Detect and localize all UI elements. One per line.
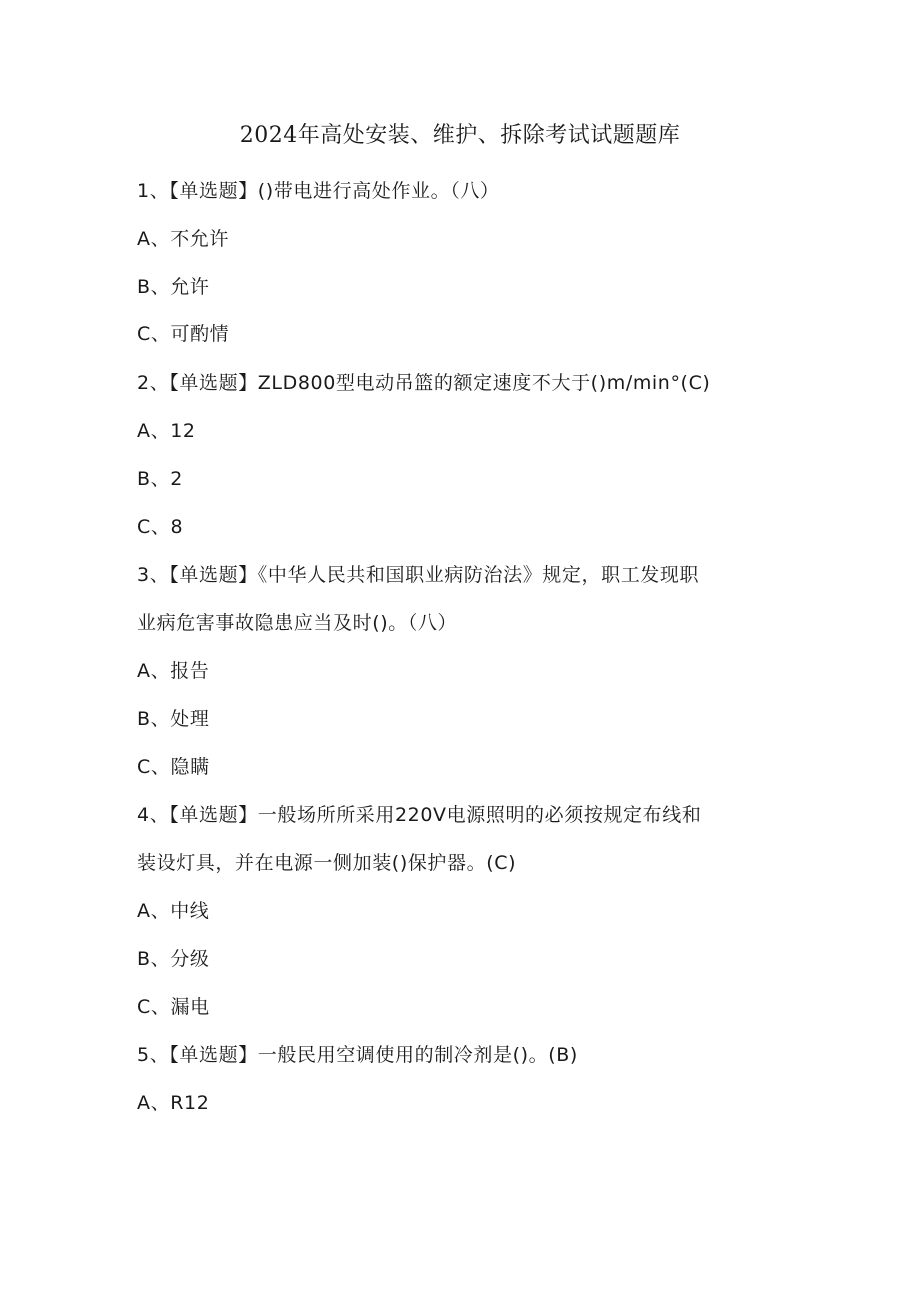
- question-1-text: 1、【单选题】()带电进行高处作业。（八）: [137, 180, 500, 202]
- question-4-text-line-1: 4、【单选题】一般场所所采用220V电源照明的必须按规定布线和: [137, 804, 702, 826]
- question-2-text: 2、【单选题】ZLD800型电动吊篮的额定速度不大于()m∕min°(C): [137, 372, 711, 394]
- question-3-option-c: C、隐瞒: [137, 756, 210, 778]
- question-4-text-line-2: 装设灯具，并在电源一侧加装()保护器。(C): [137, 852, 517, 874]
- document-title: 2024年高处安装、维护、拆除考试试题题库: [239, 123, 681, 148]
- question-1-option-a: A、不允许: [137, 228, 229, 250]
- question-3-option-b: B、处理: [137, 708, 210, 730]
- question-1-option-c: C、可酌情: [137, 323, 230, 345]
- question-4-option-b: B、分级: [137, 948, 210, 970]
- question-1-option-b: B、允许: [137, 276, 210, 298]
- question-3-text-line-1: 3、【单选题】《中华人民共和国职业病防治法》规定，职工发现职: [137, 564, 700, 586]
- question-3-option-a: A、报告: [137, 660, 210, 682]
- question-5-text: 5、【单选题】一般民用空调使用的制冷剂是()。(B): [137, 1044, 578, 1066]
- question-2-option-a: A、12: [137, 420, 196, 442]
- question-4-option-a: A、中线: [137, 900, 210, 922]
- question-2-option-b: B、2: [137, 468, 183, 490]
- question-4-option-c: C、漏电: [137, 996, 210, 1018]
- question-3-text-line-2: 业病危害事故隐患应当及时()。（八）: [137, 612, 458, 634]
- question-2-option-c: C、8: [137, 516, 184, 538]
- question-5-option-a: A、R12: [137, 1092, 210, 1114]
